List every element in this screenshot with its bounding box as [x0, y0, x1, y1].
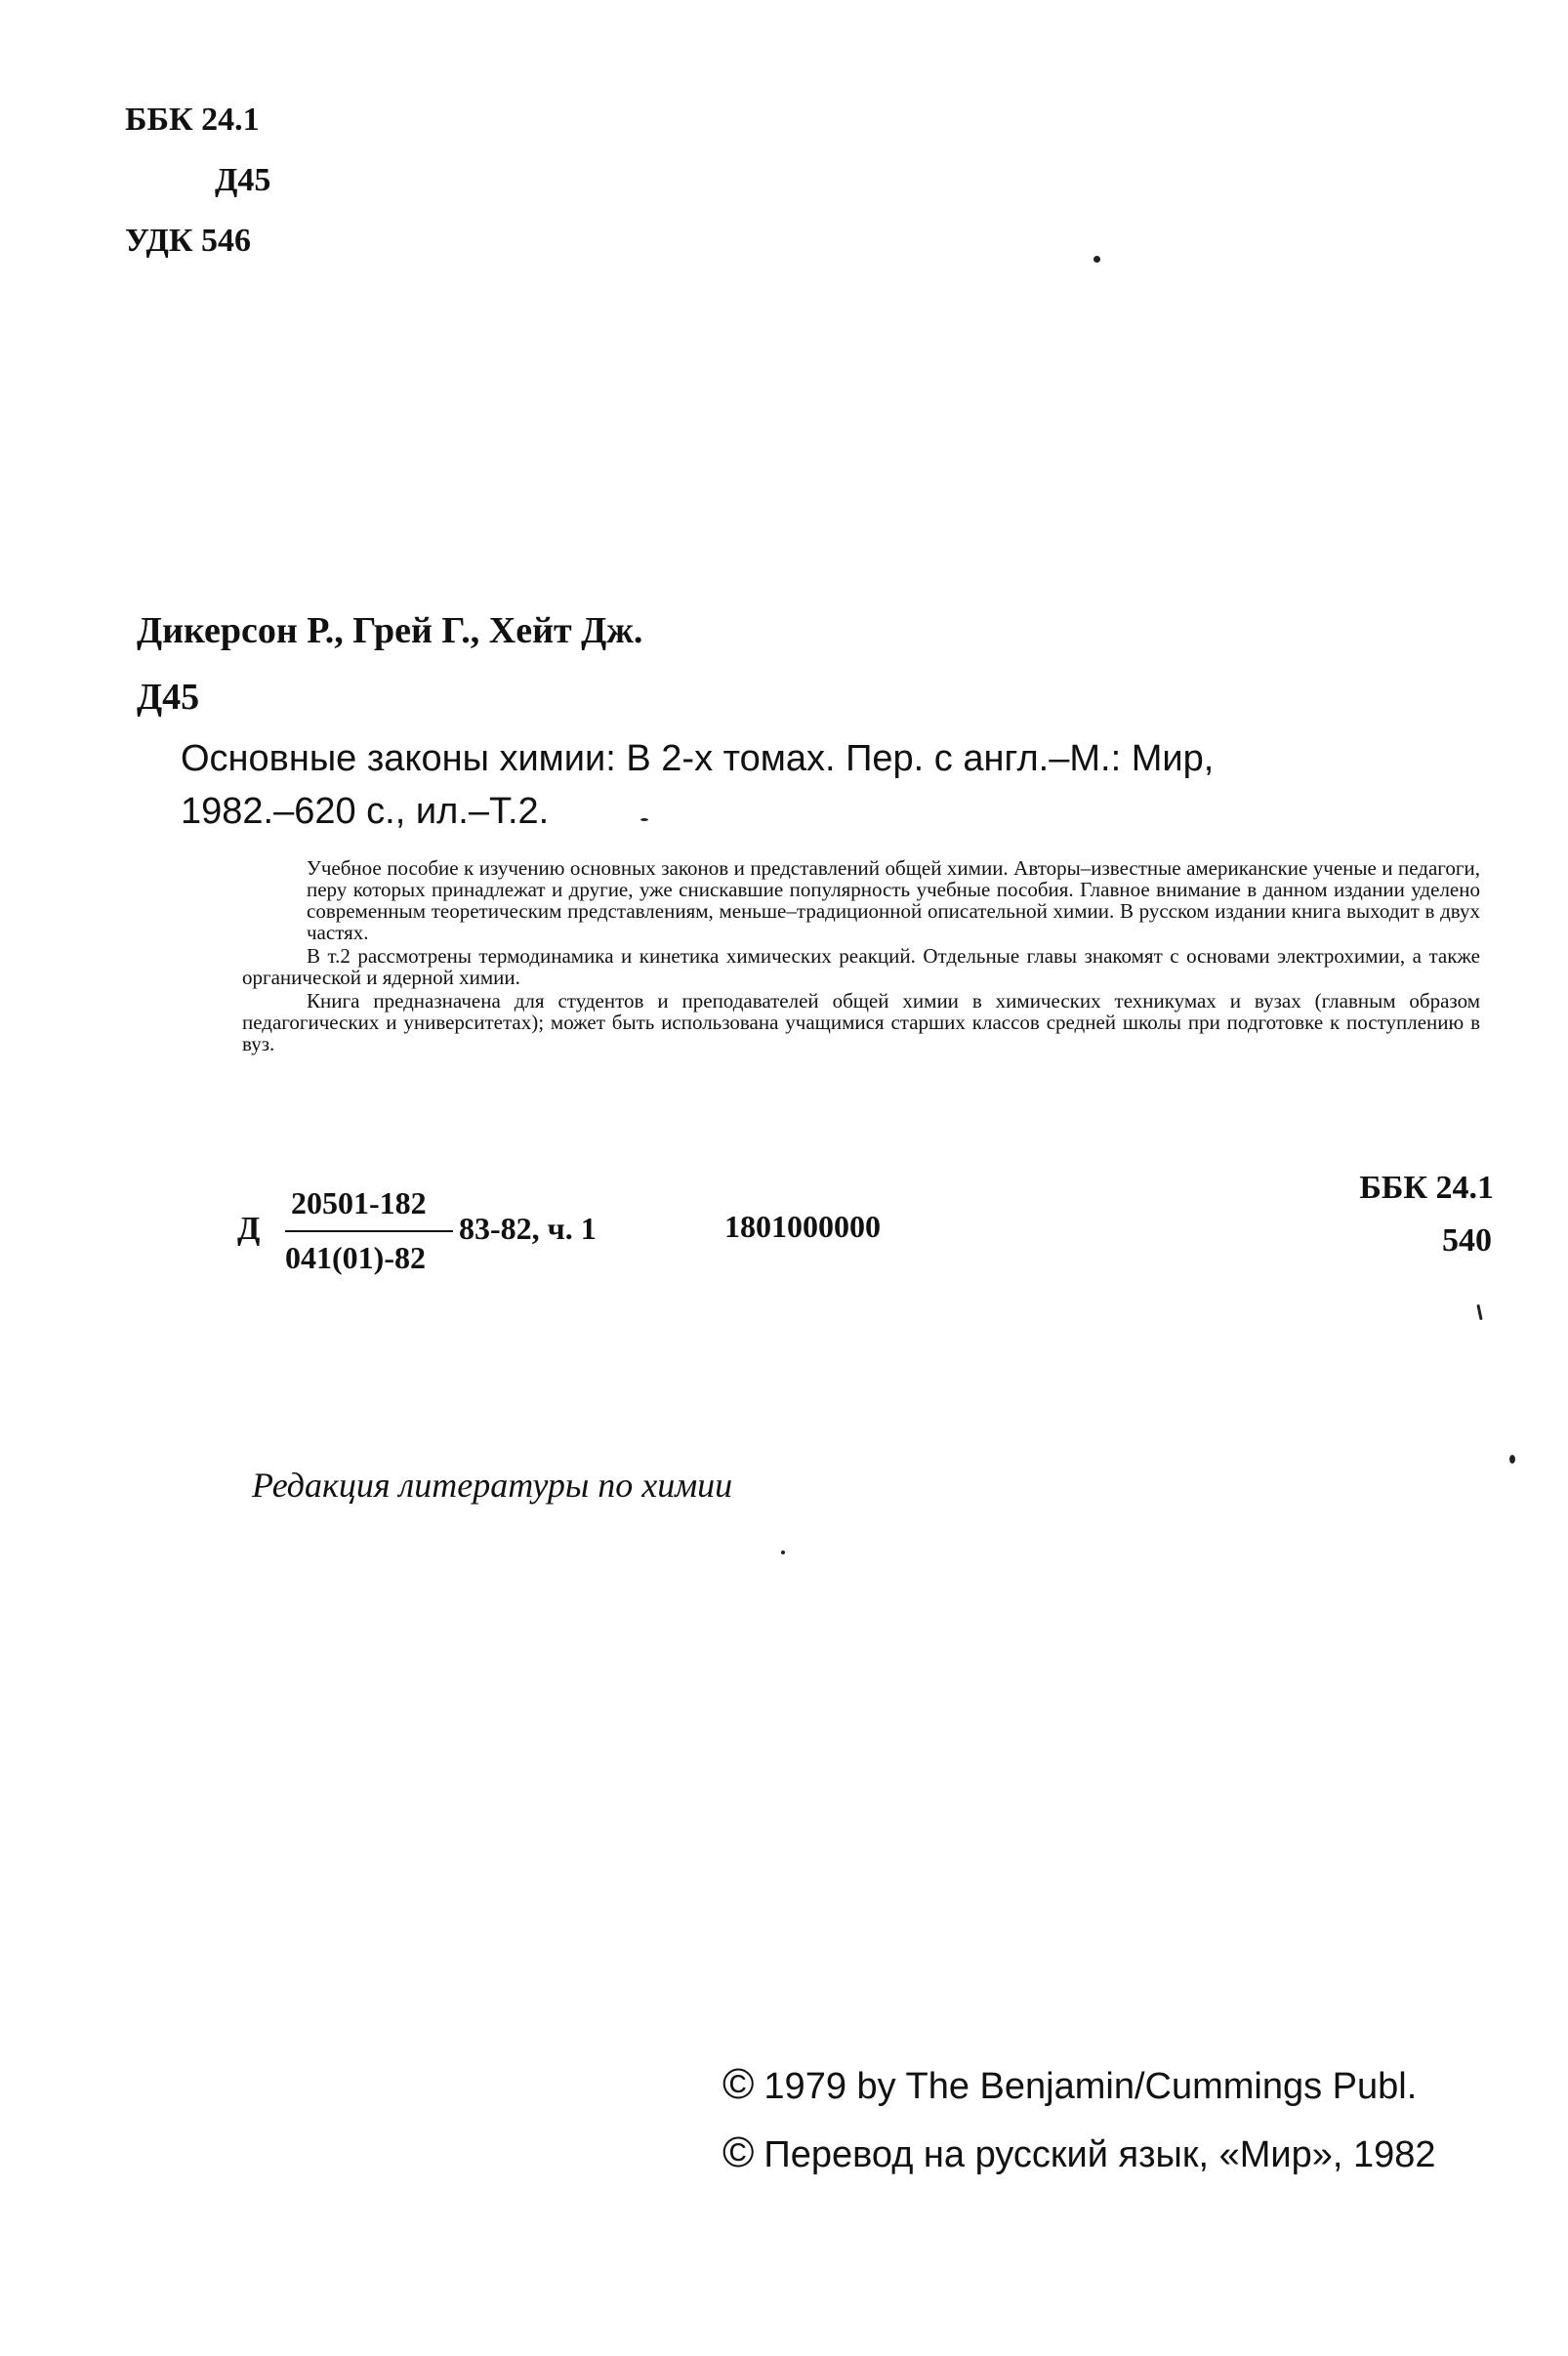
authors-line: Дикерсон Р., Грей Г., Хейт Дж. [137, 610, 643, 651]
scan-speck [1476, 1304, 1482, 1320]
imprint-bbk-sub: 540 [1442, 1222, 1492, 1259]
scan-speck [1509, 1455, 1515, 1464]
bibliographic-description [181, 732, 1214, 838]
scan-speck [781, 1550, 785, 1554]
annotation-paragraph: В т.2 рассмотрены термодинамика и кинетика химических реакций. Отдельные главы знакомят с основами электрохимии, а также органической и ядерной химии. [242, 944, 1480, 989]
imprint-number: 1801000000 [724, 1209, 881, 1244]
author-sign: Д45 [215, 162, 271, 198]
fraction-bar [285, 1230, 453, 1232]
annotation [242, 857, 1480, 1054]
scan-speck [1093, 256, 1100, 263]
bbk-code: ББК 24.1 [125, 102, 260, 138]
imprint-series: 83-82, ч. 1 [459, 1211, 597, 1246]
editorial-department: Редакция литературы по химии [252, 1466, 733, 1505]
title-line-1: Основные законы химии: В 2-х томах. Пер. с англ.–М.: Мир, [181, 738, 1215, 779]
copyright-icon: © [722, 2129, 755, 2176]
imprint-denominator: 041(01)-82 [285, 1240, 426, 1275]
copyright-icon: © [722, 2060, 755, 2108]
imprint-letter: Д [237, 1211, 261, 1247]
imprint-bbk: ББК 24.1 [1359, 1170, 1494, 1206]
udk-code: УДК 546 [125, 223, 252, 259]
copyright-original-text: 1979 by The Benjamin/Cummings Publ. [763, 2066, 1418, 2107]
copyright-translation [722, 2129, 1436, 2177]
scan-speck [640, 818, 648, 821]
copyright-original [722, 2060, 1417, 2109]
annotation-paragraph: Книга предназначена для студентов и преподавателей общей химии в химических техникумах и вузах (главным образом педагогических и университетах); может быть использована учащимися старших классов средней школы при подготовке к поступлению в вуз. [242, 989, 1480, 1055]
annotation-paragraph: Учебное пособие к изучению основных законов и представлений общей химии. Авторы–известные американские ученые и педагоги, перу которых принадлежат и другие, уже снискавшие популярность учебные пособия. Главное внимание в данном издании уделено современным теоретическим представлениям, меньше–традиционной описательной химии. В русском издании книга выходит в двух частях. [307, 856, 1480, 944]
author-index: Д45 [137, 677, 200, 718]
classification-codes [125, 90, 270, 271]
copyright-translation-text: Перевод на русский язык, «Мир», 1982 [763, 2134, 1436, 2175]
imprint-numerator: 20501-182 [291, 1185, 427, 1220]
title-line-2: 1982.–620 с., ил.–Т.2. [181, 791, 550, 832]
